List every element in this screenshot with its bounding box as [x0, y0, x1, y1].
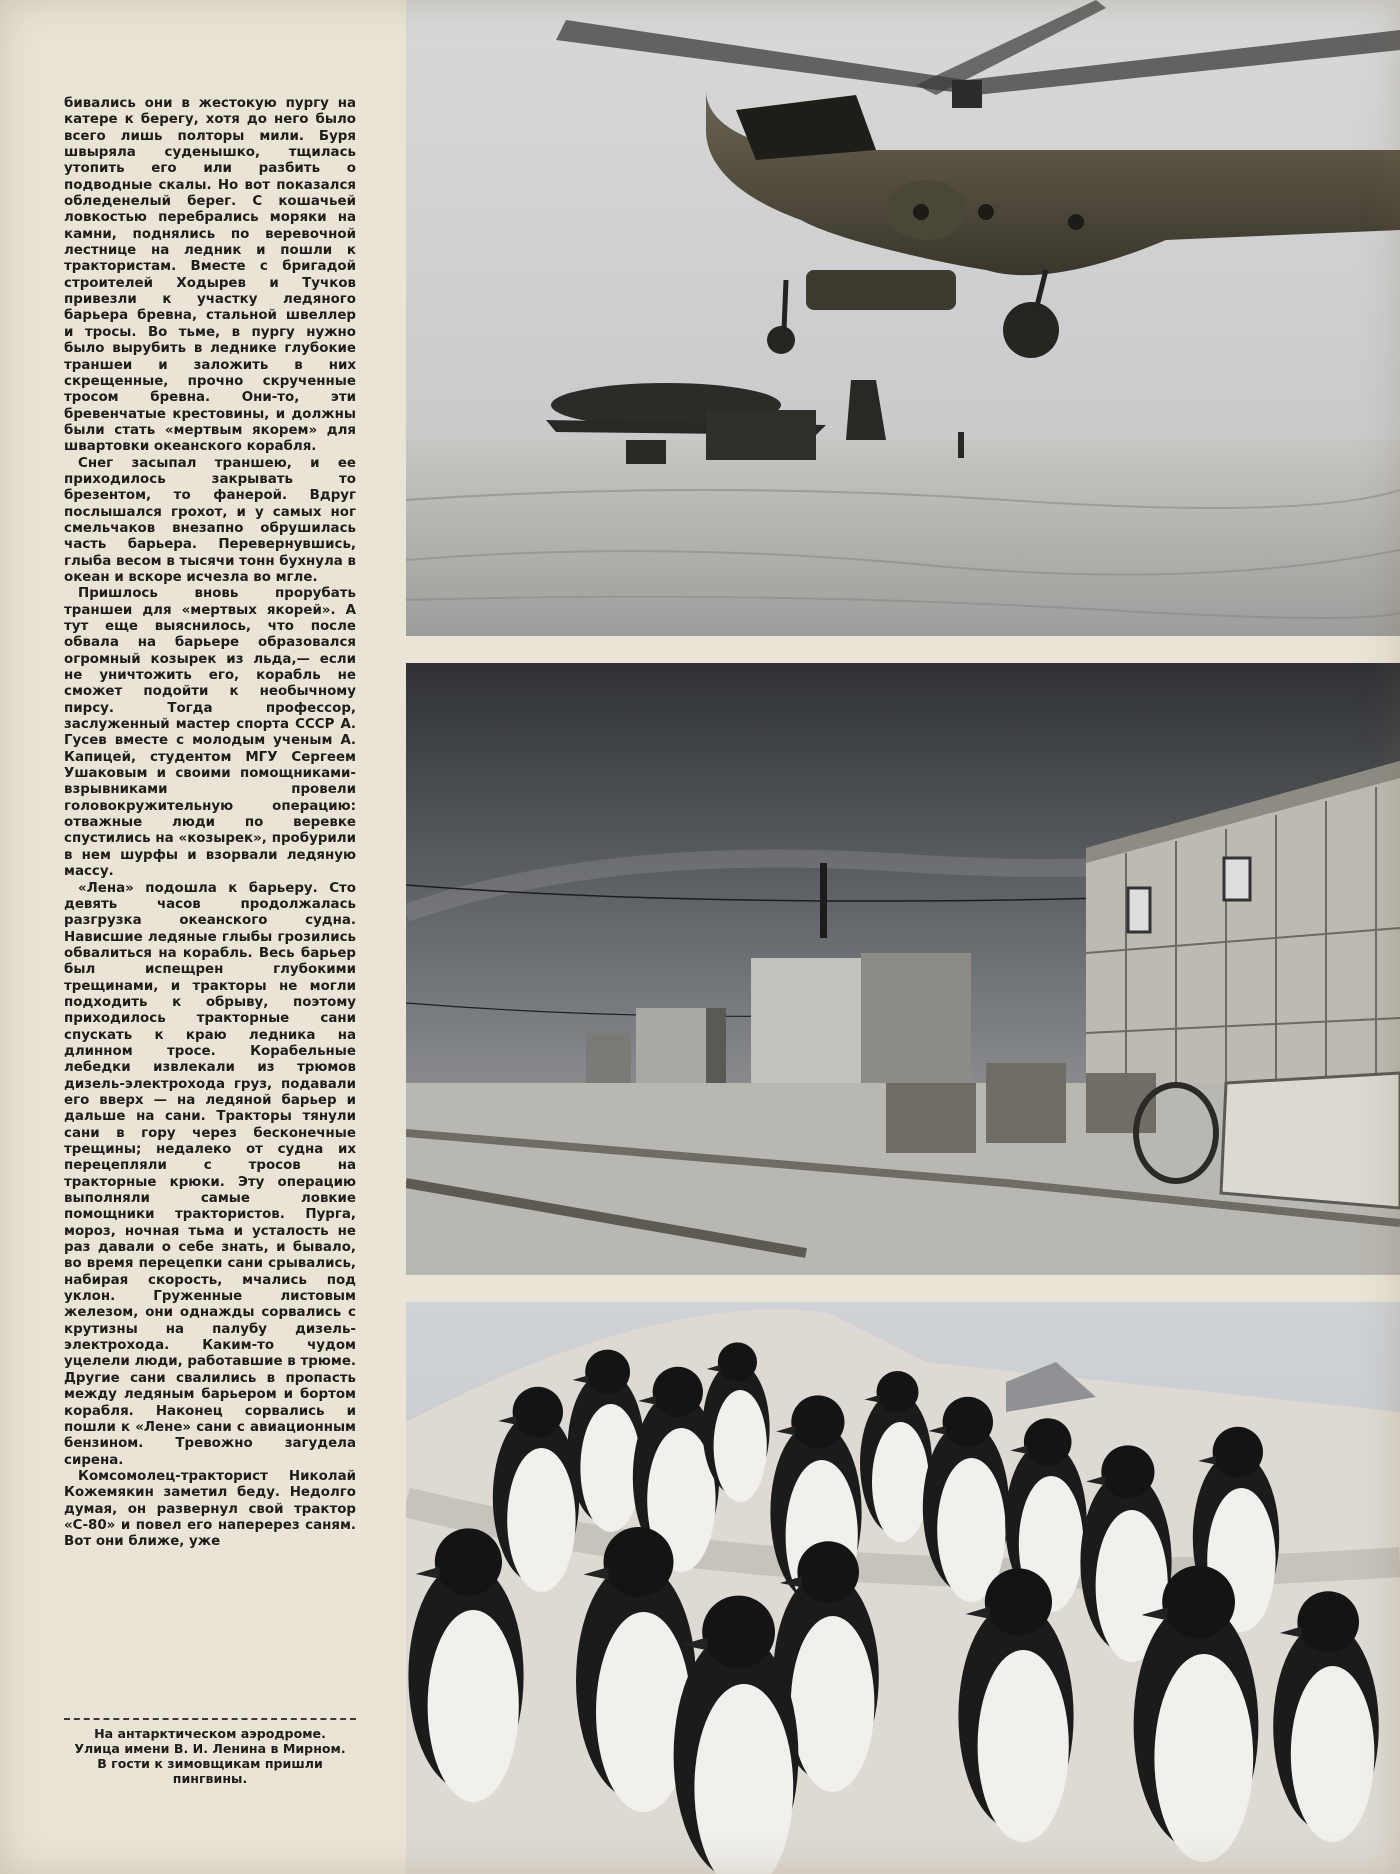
article-paragraph-2: Снег засыпал траншею, и ее приходилось закрывать то брезентом, то фанерой. Вдруг послышался грохот, и у самых ног смельчаков внезапно обрушилась часть барьера. Перевернувшись, глыба весом в тысячи тонн бухнула в океан и вскоре исчезла во мгле. [64, 455, 356, 585]
article-paragraph-1: бивались они в жестокую пургу на катере к берегу, хотя до него было всего лишь полторы мили. Буря швыряла суденышко, тщилась утопить его или разбить о подводные скалы. Но вот показался обледенелый берег. С кошачьей ловкостью перебрались моряки на камни, поднялись по веревочной лестнице на ледник и пошли к трактористам. Вместе с бригадой строителей Ходырев и Тучков привезли к участку ледяного барьера бревна, стальной швеллер и тросы. Во тьме, в пургу нужно было вырубить в леднике глубокие траншеи и заложить в них скрещенные, прочно скрученные тросом бревна. Они-то, эти бревенчатые крестовины, и должны были стать «мертвым якорем» для швартовки океанского корабля. [64, 96, 356, 455]
article-paragraph-5: Комсомолец-тракторист Николай Кожемякин заметил беду. Недолго думая, он развернул свой трактор «С-80» и повел его наперерез саням. Вот они ближе, уже [64, 1468, 356, 1550]
caption-divider [64, 1718, 356, 1720]
article-body [64, 96, 356, 1551]
photo-captions [64, 1718, 356, 1786]
photo-airfield [406, 0, 1400, 636]
caption-airfield: На антарктическом аэродроме. [94, 1726, 326, 1741]
article-paragraph-3: Пришлось вновь прорубать траншеи для «мертвых якорей». А тут еще выяснилось, что после обвала на барьере образовался огромный козырек из льда,— если не уничтожить его, корабль не сможет подойти к необычному пирсу. Тогда профессор, заслуженный мастер спорта СССР А. Гусев вместе с молодым ученым А. Капицей, студентом МГУ Сергеем Ушаковым и своими помощниками-взрывниками провели головокружительную операцию: отважные люди по веревке спустились на «козырек», пробурили в нем шурфы и взорвали ледяную массу. [64, 586, 356, 880]
caption-penguins: В гости к зимовщикам пришли пингвины. [97, 1756, 323, 1786]
caption-street: Улица имени В. И. Ленина в Мирном. [74, 1741, 346, 1756]
photo-penguins [406, 1302, 1400, 1874]
article-paragraph-4: «Лена» подошла к барьеру. Сто девять часов продолжалась разгрузка океанского судна. Нависшие ледяные глыбы грозились обвалиться на корабль. Весь барьер был испещрен глубокими трещинами, и тракторы не могли подходить к обрыву, поэтому приходилось тракторные сани спускать к краю ледника на длинном тросе. Корабельные лебедки извлекали из трюмов дизель-электрохода груз, подавали его вверх — на ледяной барьер и дальше на сани. Тракторы тянули сани в гору через бесконечные трещины; недалеко от судна их перецепляли с тросов на тракторные крюки. Эту операцию выполняли самые ловкие помощники трактористов. Пурга, мороз, ночная тьма и усталость не раз давали о себе знать, и бывало, во время перецепки сани срывались, набирая скорость, мчались под уклон. Груженные листовым железом, они однажды сорвались с крутизны на палубу дизель-электрохода. Каким-то чудом уцелели люди, работавшие в трюме. Другие сани свалились в пропасть между ледяным барьером и бортом корабля. Наконец сорвались и пошли к «Лене» сани с авиационным бензином. Тревожно загудела сирена. [64, 880, 356, 1468]
photo-street [406, 663, 1400, 1275]
